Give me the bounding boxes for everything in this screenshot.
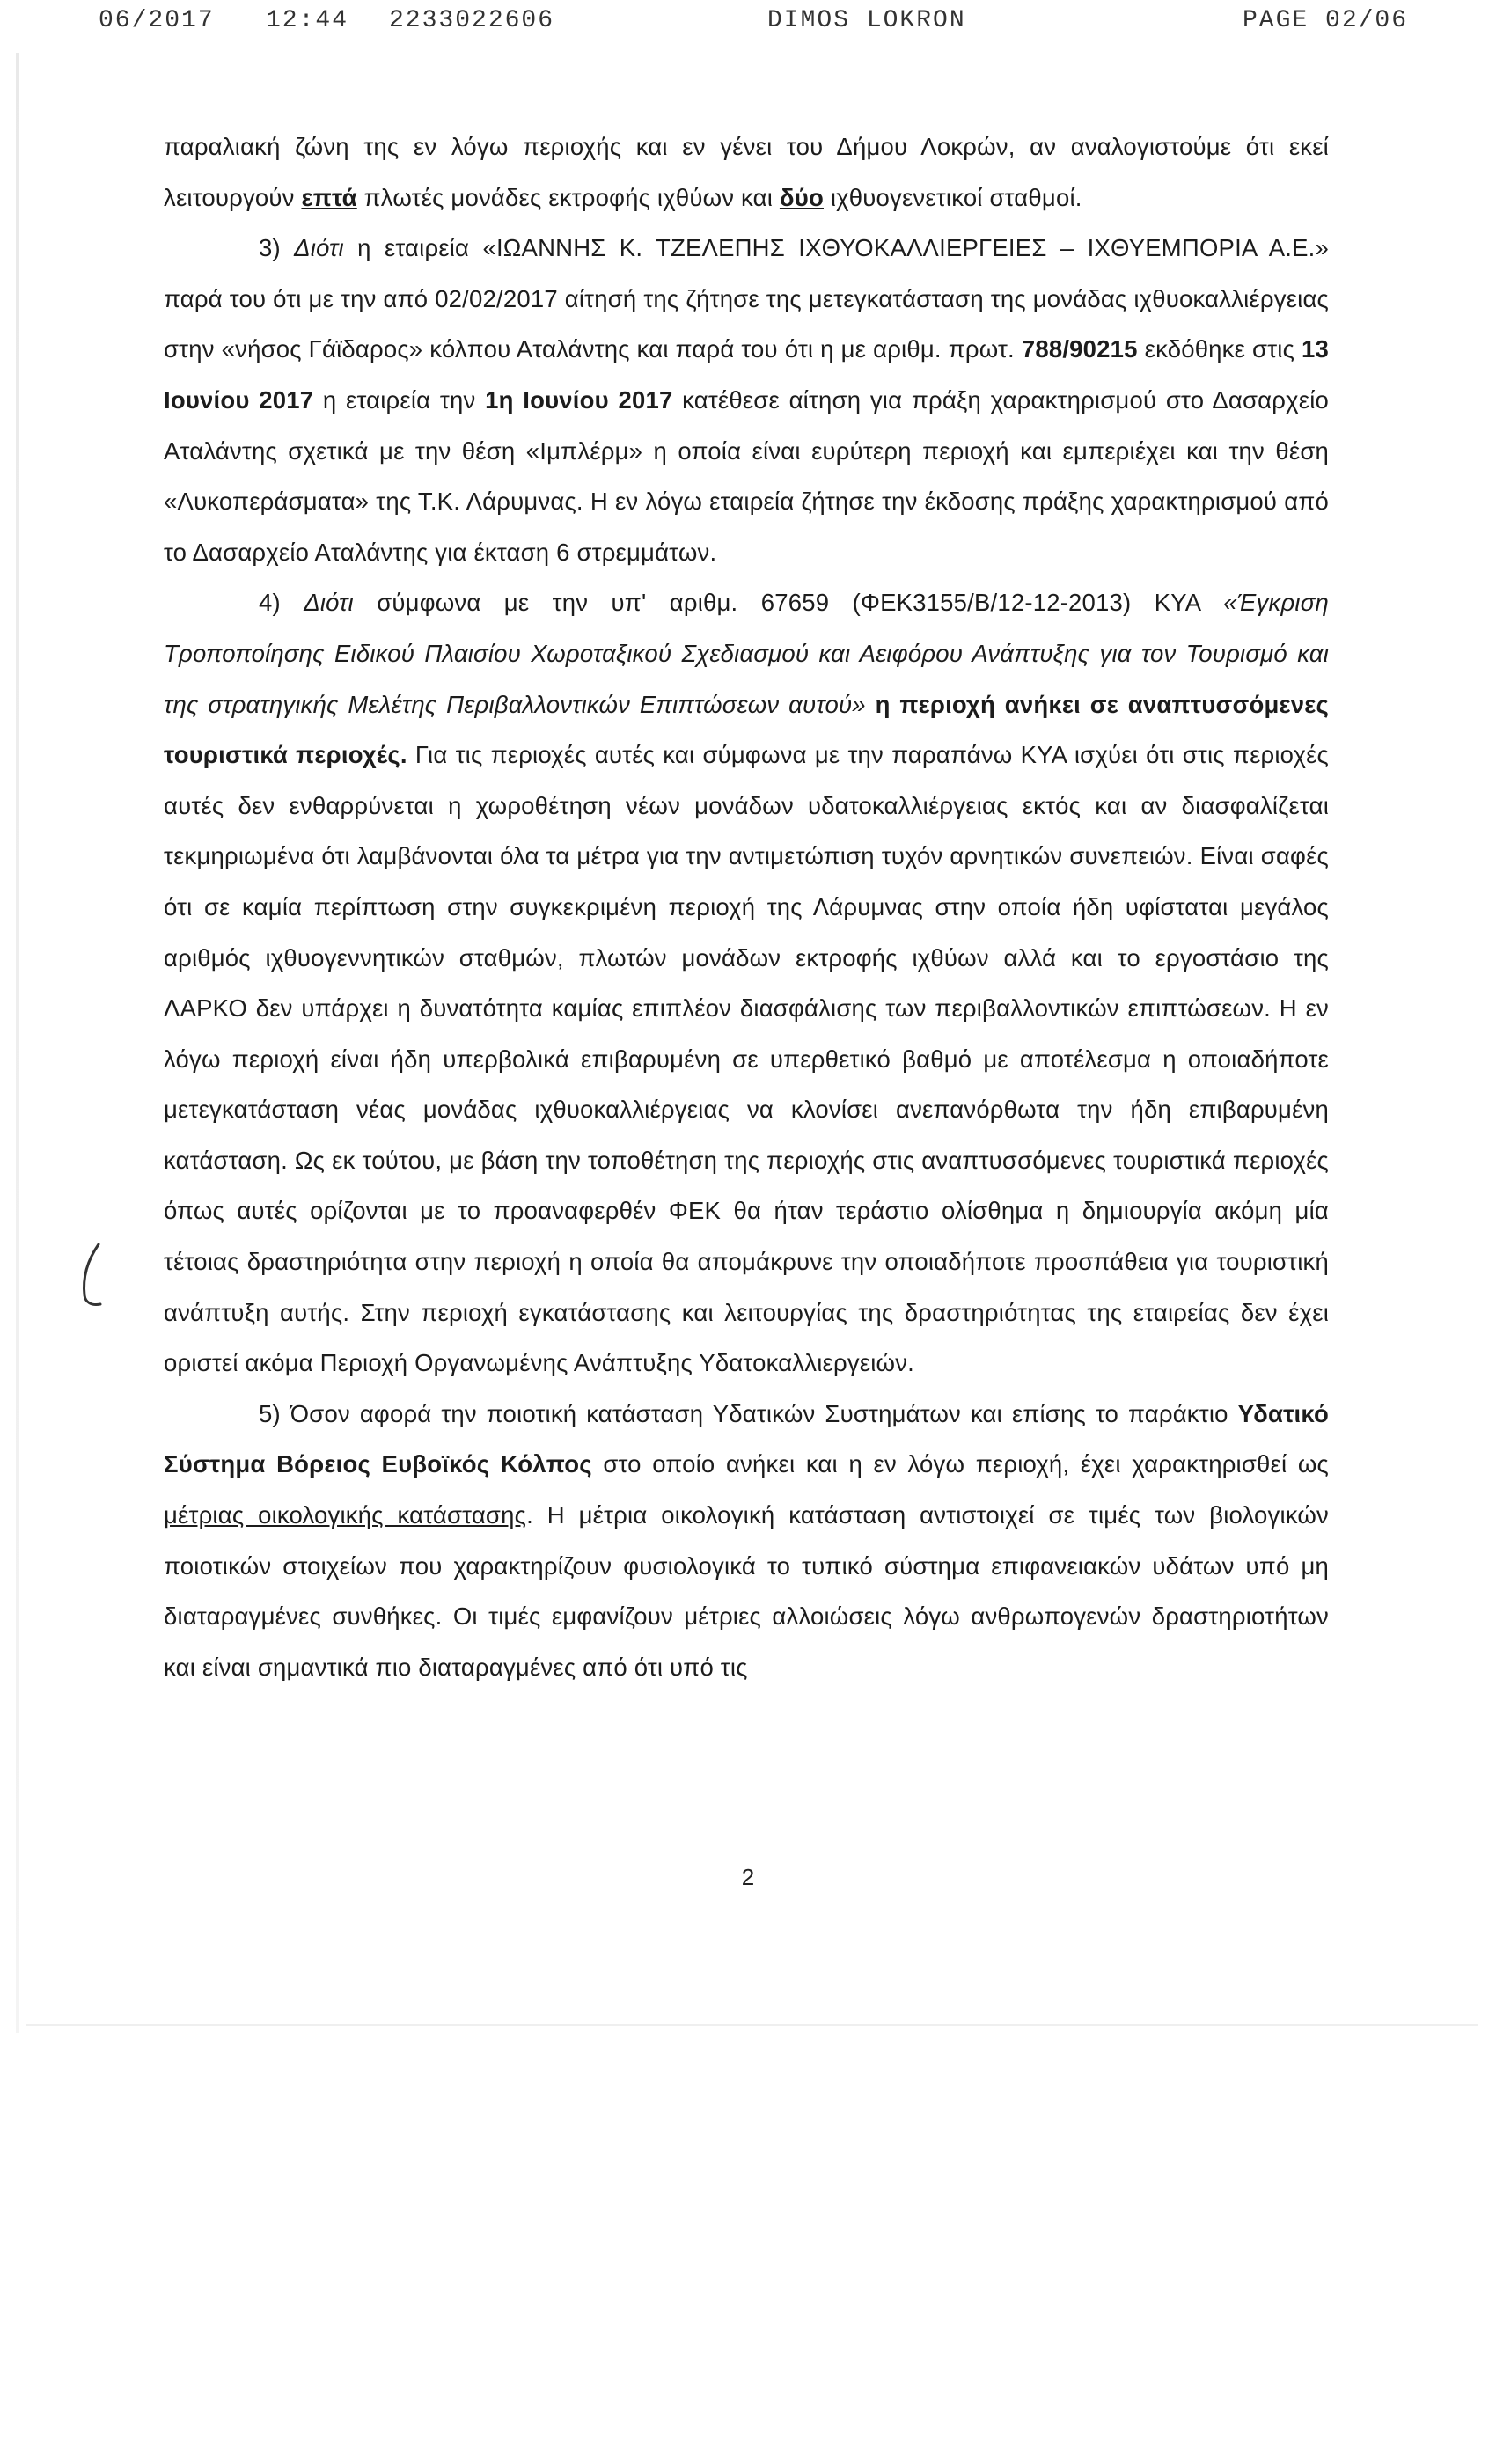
emphasis-two: δύο <box>779 183 824 211</box>
fax-sender: DIMOS LOKRON <box>767 7 966 34</box>
issue-date: 13 Ιουνίου 2017 <box>164 335 1330 414</box>
paragraph-point-4: 4) Διότι σύμφωνα με την υπ' αριθμ. 67659 (ΦΕΚ3155/Β/12-12-2013) ΚΥΑ «Έγκριση Τροποποίησης Ειδικού Πλαισίου Χωροταξικού Σχεδιασμού και Αειφόρου Ανάπτυξης για τον Τουρισμό και της στρατηγικής Μελέτης Περιβαλλοντικών Επιπτώσεων αυτού» η περιοχή ανήκει σε αναπτυσσόμενες τουριστικά περιοχές. Για τις περιοχές αυτές και σύμφωνα με την παραπάνω ΚΥΑ ισχύει ότι στις περιοχές αυτές δεν ενθαρρύνεται η χωροθέτηση νέων μονάδων υδατοκαλλιέργειας εκτός και αν διασφαλίζεται τεκμηριωμένα ότι λαμβάνονται όλα τα μέτρα για την αντιμετώπιση τυχόν αρνητικών συνεπειών. Είναι σαφές ότι σε καμία περίπτωση στην συγκεκριμένη περιοχή της Λάρυμνας στην οποία ήδη υφίσταται μεγάλος αριθμός ιχθυογεννητικών σταθμών, πλωτών μονάδων εκτροφής ιχθύων αλλά και το εργοστάσιο της ΛΑΡΚΟ δεν υπάρχει η δυνατότητα καμίας επιπλέον διασφάλισης των περιβαλλοντικών επιπτώσεων. Η εν λόγω περιοχή είναι ήδη υπερβολικά επιβαρυμένη σε υπερθετικό βαθμό με αποτέλεσμα η οποιαδήποτε μετεγκατάσταση νέας μονάδας ιχθυοκαλλιέργειας να κλονίσει ανεπανόρθωτα την ήδη επιβαρυμένη κατάσταση. Ως εκ τούτου, με βάση την τοποθέτηση της περιοχής στις αναπτυσσόμενες τουριστικά περιοχές όπως αυτές ορίζονται με το προαναφερθέν ΦΕΚ θα ήταν τεράστιο ολίσθημα η δημιουργία ακόμη μία τέτοιας δραστηριότητα στην περιοχή η οποία θα απομάκρυνε την οποιαδήποτε προσπάθεια για τουριστική ανάπτυξη αυτής. Στην περιοχή εγκατάστασης και λειτουργίας της δραστηριότητας της εταιρείας δεν έχει οριστεί ακόμα Περιοχή Οργανωμένης Ανάπτυξης Υδατοκαλλιεργειών. <box>164 589 1329 1377</box>
paragraph-point-3: 3) Διότι η εταιρεία «ΙΩΑΝΝΗΣ Κ. ΤΖΕΛΕΠΗΣ ΙΧΘΥΟΚΑΛΛΙΕΡΓΕΙΕΣ – ΙΧΘΥΕΜΠΟΡΙΑ Α.Ε.» παρά του ότι με την από 02/02/2017 αίτησή της ζήτησε της μετεγκατάσταση της μονάδας ιχθυοκαλλιέργειας στην «νήσος Γάϊδαρος» κόλπου Αταλάντης και παρά του ότι η με αριθμ. πρωτ. 788/90215 εκδόθηκε στις 13 Ιουνίου 2017 η εταιρεία την 1η Ιουνίου 2017 κατέθεσε αίτηση για πράξη χαρακτηρισμού στο Δασαρχείο Αταλάντης σχετικά με την θέση «Ιμπλέρμ» η οποία είναι ευρύτερη περιοχή και εμπεριέχει και την θέση «Λυκοπεράσματα» της Τ.Κ. Λάρυμνας. Η εν λόγω εταιρεία ζήτησε την έκδοσης πράξης χαρακτηρισμού από το Δασαρχείο Αταλάντης για έκταση 6 στρεμμάτων. <box>164 234 1330 566</box>
scan-bottom-edge <box>26 2024 1478 2026</box>
fax-number: 2233022606 <box>389 7 555 34</box>
scan-edge-shadow <box>16 53 19 2033</box>
tourism-area-statement: η περιοχή ανήκει σε αναπτυσσόμενες τουριστικά περιοχές. <box>164 690 1329 769</box>
fax-header <box>0 7 1496 42</box>
paragraph-continuation: παραλιακή ζώνη της εν λόγω περιοχής και εν γένει του Δήμου Λοκρών, αν αναλογιστούμε ότι εκεί λειτουργούν επτά πλωτές μονάδες εκτροφής ιχθύων και δύο ιχθυογενετικοί σταθμοί. <box>164 133 1329 211</box>
fax-time: 12:44 <box>266 7 349 34</box>
paragraph-point-5: 5) Όσον αφορά την ποιοτική κατάσταση Υδατικών Συστημάτων και επίσης το παράκτιο Υδατικό Σύστημα Βόρειος Ευβοϊκός Κόλπος στο οποίο ανήκει και η εν λόγω περιοχή, έχει χαρακτηρισθεί ως μέτριας οικολογικής κατάστασης. Η μέτρια οικολογική κατάσταση αντιστοιχεί σε τιμές των βιολογικών ποιοτικών στοιχείων που χαρακτηρίζουν φυσιολογικά το τυπικό σύστημα επιφανειακών υδάτων υπό μη διαταραγμένες συνθήκες. Οι τιμές εμφανίζουν μέτριες αλλοιώσεις λόγω ανθρωπογενών δραστηριοτήτων και είναι σημαντικά πιο διαταραγμένες από ότι υπό τις <box>164 1399 1330 1681</box>
page-number: 2 <box>741 1864 755 1890</box>
fax-page-indicator: PAGE 02/06 <box>1243 7 1409 34</box>
ecological-status: μέτριας οικολογικής κατάστασης <box>164 1501 527 1529</box>
application-date: 1η Ιουνίου 2017 <box>485 385 673 414</box>
regulation-title: «Έγκριση Τροποποίησης Ειδικού Πλαισίου Χωροταξικού Σχεδιασμού και Αειφόρου Ανάπτυξης για τον Τουρισμό και της στρατηγικής Μελέτης Περιβαλλοντικών Επιπτώσεων αυτού» <box>164 589 1329 718</box>
fax-date: 06/2017 <box>99 7 215 34</box>
emphasis-seven: επτά <box>301 183 357 211</box>
margin-pen-mark <box>74 1241 109 1309</box>
water-system-name: Υδατικό Σύστημα Βόρειος Ευβοϊκός Κόλπος <box>164 1399 1329 1478</box>
document-body <box>164 121 1329 1692</box>
protocol-number: 788/90215 <box>1021 335 1138 363</box>
